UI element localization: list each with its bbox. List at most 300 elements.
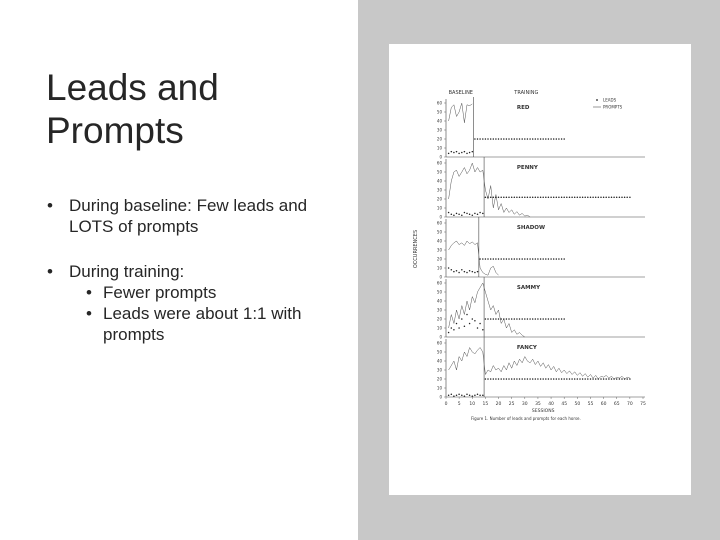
leads-data-point xyxy=(466,314,468,316)
bullet-text: During training: xyxy=(69,262,185,281)
x-tick-label: 10 xyxy=(469,402,476,407)
leads-data-point xyxy=(498,258,500,260)
leads-data-point xyxy=(514,258,516,260)
leads-data-point xyxy=(603,196,605,198)
leads-data-point xyxy=(577,196,579,198)
leads-data-point xyxy=(461,214,463,216)
leads-data-point xyxy=(603,378,605,380)
leads-data-point xyxy=(535,378,537,380)
sub-bullet-item xyxy=(46,282,356,303)
leads-data-point xyxy=(626,196,628,198)
leads-data-point xyxy=(561,378,563,380)
leads-data-point xyxy=(563,378,565,380)
leads-data-point xyxy=(548,196,550,198)
leads-data-point xyxy=(461,152,463,154)
leads-data-point xyxy=(616,196,618,198)
leads-data-point xyxy=(451,151,453,153)
leads-data-point xyxy=(553,318,555,320)
leads-data-point xyxy=(490,258,492,260)
leads-data-point xyxy=(495,196,497,198)
leads-data-point xyxy=(537,318,539,320)
leads-data-point xyxy=(540,318,542,320)
x-tick-label: 5 xyxy=(457,402,461,407)
leads-data-point xyxy=(529,138,531,140)
y-axis-label: OCCURRENCES xyxy=(413,229,419,269)
sub-bullet-text: Fewer prompts xyxy=(103,283,217,302)
leads-data-point xyxy=(542,318,544,320)
panel-name-label: PENNY xyxy=(516,165,538,171)
leads-data-point xyxy=(464,151,466,153)
leads-data-point xyxy=(479,323,481,325)
leads-data-point xyxy=(514,378,516,380)
leads-data-point xyxy=(503,196,505,198)
bullet-text: During baseline: Few leads and LOTS of prompts xyxy=(69,196,308,236)
leads-data-point xyxy=(498,318,500,320)
leads-data-point xyxy=(600,378,602,380)
y-tick-label: 20 xyxy=(436,256,442,262)
leads-data-point xyxy=(495,138,497,140)
leads-data-point xyxy=(553,138,555,140)
leads-data-point xyxy=(482,138,484,140)
leads-data-point xyxy=(466,153,468,155)
leads-data-point xyxy=(485,378,487,380)
y-tick-label: 10 xyxy=(436,385,442,391)
leads-data-point xyxy=(527,258,529,260)
leads-data-point xyxy=(500,318,502,320)
leads-data-point xyxy=(490,318,492,320)
leads-data-point xyxy=(535,196,537,198)
leads-data-point xyxy=(563,196,565,198)
leads-data-point xyxy=(545,318,547,320)
prompts-series-line xyxy=(449,348,630,380)
y-tick-label: 10 xyxy=(436,145,442,151)
y-tick-label: 60 xyxy=(436,280,442,286)
leads-data-point xyxy=(558,258,560,260)
leads-data-point xyxy=(521,318,523,320)
x-tick-label: 35 xyxy=(535,402,541,407)
leads-data-point xyxy=(574,378,576,380)
y-tick-label: 60 xyxy=(436,220,442,226)
leads-data-point xyxy=(506,138,508,140)
leads-data-point xyxy=(458,272,460,274)
leads-data-point xyxy=(624,378,626,380)
leads-data-point xyxy=(498,378,500,380)
leads-data-point xyxy=(537,378,539,380)
leads-data-point xyxy=(487,138,489,140)
leads-data-point xyxy=(545,378,547,380)
leads-data-point xyxy=(448,332,450,334)
y-tick-label: 0 xyxy=(439,274,442,280)
leads-data-point xyxy=(619,196,621,198)
leads-data-point xyxy=(529,318,531,320)
leads-data-point xyxy=(600,196,602,198)
leads-data-point xyxy=(511,378,513,380)
leads-data-point xyxy=(532,258,534,260)
leads-data-point xyxy=(479,212,481,214)
leads-data-point xyxy=(474,272,476,274)
leads-data-point xyxy=(540,138,542,140)
y-tick-label: 60 xyxy=(436,100,442,106)
prompts-series-line xyxy=(449,103,473,123)
leads-data-point xyxy=(503,138,505,140)
leads-data-point xyxy=(448,153,450,155)
leads-data-point xyxy=(587,196,589,198)
leads-data-point xyxy=(629,196,631,198)
leads-data-point xyxy=(500,378,502,380)
panel-name-label: FANCY xyxy=(516,345,537,351)
leads-data-point xyxy=(482,394,484,396)
leads-data-point xyxy=(516,196,518,198)
leads-data-point xyxy=(456,323,458,325)
leads-data-point xyxy=(548,378,550,380)
leads-data-point xyxy=(521,138,523,140)
leads-data-point xyxy=(506,196,508,198)
leads-data-point xyxy=(493,318,495,320)
phase-label-training: TRAINING xyxy=(514,90,539,96)
leads-data-point xyxy=(458,153,460,155)
leads-data-point xyxy=(453,329,455,331)
leads-data-point xyxy=(521,196,523,198)
leads-data-point xyxy=(458,394,460,396)
leads-data-point xyxy=(511,318,513,320)
x-tick-label: 75 xyxy=(640,402,646,407)
leads-data-point xyxy=(506,258,508,260)
leads-data-point xyxy=(466,213,468,215)
x-tick-label: 25 xyxy=(508,402,515,407)
y-tick-label: 20 xyxy=(436,376,442,382)
leads-data-point xyxy=(472,271,474,273)
leads-data-point xyxy=(503,258,505,260)
leads-data-point xyxy=(529,258,531,260)
panel-name-label: RED xyxy=(516,105,530,111)
y-tick-label: 30 xyxy=(436,247,442,253)
figure-caption: Figure 1. Number of leads and prompts for each horse. xyxy=(471,416,581,421)
leads-data-point xyxy=(493,138,495,140)
leads-data-point xyxy=(524,138,526,140)
leads-data-point xyxy=(556,258,558,260)
leads-data-point xyxy=(545,258,547,260)
sub-bullet-item xyxy=(46,303,356,345)
leads-data-point xyxy=(453,271,455,273)
leads-data-point xyxy=(500,258,502,260)
leads-data-point xyxy=(469,270,471,272)
leads-data-point xyxy=(458,327,460,329)
leads-data-point xyxy=(461,269,463,271)
y-tick-label: 40 xyxy=(436,118,442,124)
leads-data-point xyxy=(598,196,600,198)
leads-data-point xyxy=(495,318,497,320)
leads-data-point xyxy=(619,378,621,380)
leads-data-point xyxy=(540,378,542,380)
leads-data-point xyxy=(474,320,476,322)
x-tick-label: 55 xyxy=(587,402,594,407)
leads-data-point xyxy=(474,394,476,396)
leads-data-point xyxy=(548,138,550,140)
leads-data-point xyxy=(451,394,453,396)
leads-data-point xyxy=(500,138,502,140)
y-tick-label: 30 xyxy=(436,187,442,193)
y-tick-label: 40 xyxy=(436,238,442,244)
leads-data-point xyxy=(616,378,618,380)
prompts-series-line xyxy=(449,163,530,217)
leads-data-point xyxy=(611,196,613,198)
leads-data-point xyxy=(540,258,542,260)
x-tick-label: 0 xyxy=(444,402,448,407)
leads-data-point xyxy=(537,196,539,198)
leads-data-point xyxy=(493,258,495,260)
leads-data-point xyxy=(542,138,544,140)
leads-data-point xyxy=(569,378,571,380)
leads-data-point xyxy=(545,138,547,140)
leads-data-point xyxy=(485,318,487,320)
leads-data-point xyxy=(490,196,492,198)
leads-data-point xyxy=(485,196,487,198)
leads-data-point xyxy=(464,271,466,273)
leads-data-point xyxy=(490,138,492,140)
leads-data-point xyxy=(506,378,508,380)
y-tick-label: 0 xyxy=(439,334,442,340)
leads-data-point xyxy=(569,196,571,198)
leads-data-point xyxy=(508,318,510,320)
leads-data-point xyxy=(574,196,576,198)
leads-data-point xyxy=(592,196,594,198)
leads-data-point xyxy=(514,196,516,198)
leads-data-point xyxy=(553,196,555,198)
leads-data-point xyxy=(532,196,534,198)
leads-data-point xyxy=(556,378,558,380)
leads-data-point xyxy=(487,196,489,198)
leads-data-point xyxy=(566,378,568,380)
leads-data-point xyxy=(550,258,552,260)
leads-data-point xyxy=(590,196,592,198)
leads-data-point xyxy=(472,318,474,320)
legend-prompts-label: PROMPTS xyxy=(603,104,623,110)
bullet-glyph: • xyxy=(86,304,92,323)
leads-data-point xyxy=(524,258,526,260)
y-tick-label: 0 xyxy=(439,214,442,220)
leads-data-point xyxy=(448,267,450,269)
bullet-item xyxy=(46,261,356,282)
leads-data-point xyxy=(503,378,505,380)
leads-data-point xyxy=(479,394,481,396)
leads-data-point xyxy=(500,196,502,198)
leads-data-point xyxy=(563,318,565,320)
leads-data-point xyxy=(532,318,534,320)
leads-data-point xyxy=(558,378,560,380)
y-tick-label: 20 xyxy=(436,316,442,322)
leads-data-point xyxy=(535,258,537,260)
leads-data-point xyxy=(561,196,563,198)
leads-data-point xyxy=(521,258,523,260)
leads-data-point xyxy=(545,196,547,198)
leads-data-point xyxy=(595,196,597,198)
leads-data-point xyxy=(456,394,458,396)
leads-data-point xyxy=(527,318,529,320)
leads-data-point xyxy=(542,258,544,260)
leads-data-point xyxy=(558,138,560,140)
leads-data-point xyxy=(608,378,610,380)
x-tick-label: 45 xyxy=(561,402,568,407)
leads-data-point xyxy=(556,138,558,140)
bullet-list xyxy=(46,195,356,345)
leads-data-point xyxy=(508,196,510,198)
leads-data-point xyxy=(542,378,544,380)
leads-data-point xyxy=(540,196,542,198)
leads-data-point xyxy=(524,378,526,380)
leads-data-point xyxy=(582,378,584,380)
leads-data-point xyxy=(529,196,531,198)
leads-data-point xyxy=(485,258,487,260)
leads-data-point xyxy=(532,378,534,380)
leads-data-point xyxy=(550,318,552,320)
leads-data-point xyxy=(495,378,497,380)
y-tick-label: 50 xyxy=(436,229,442,235)
prompts-series-line xyxy=(449,241,499,275)
leads-data-point xyxy=(577,378,579,380)
x-tick-label: 15 xyxy=(482,402,489,407)
leads-data-point xyxy=(519,138,521,140)
y-tick-label: 40 xyxy=(436,178,442,184)
leads-data-point xyxy=(527,378,529,380)
leads-data-point xyxy=(561,318,563,320)
leads-data-point xyxy=(584,378,586,380)
leads-data-point xyxy=(566,196,568,198)
leads-data-point xyxy=(503,318,505,320)
leads-data-point xyxy=(579,196,581,198)
leads-data-point xyxy=(516,138,518,140)
leads-data-point xyxy=(498,138,500,140)
leads-data-point xyxy=(451,269,453,271)
leads-data-point xyxy=(456,151,458,153)
prompts-series-line xyxy=(449,283,525,337)
y-tick-label: 0 xyxy=(439,154,442,160)
y-tick-label: 50 xyxy=(436,169,442,175)
leads-data-point xyxy=(472,151,474,153)
leads-data-point xyxy=(527,196,529,198)
leads-data-point xyxy=(527,138,529,140)
leads-data-point xyxy=(535,318,537,320)
leads-data-point xyxy=(451,214,453,216)
leads-data-point xyxy=(624,196,626,198)
leads-data-point xyxy=(550,196,552,198)
leads-data-point xyxy=(479,138,481,140)
multi-panel-line-chart xyxy=(389,44,691,495)
leads-data-point xyxy=(472,214,474,216)
leads-data-point xyxy=(487,378,489,380)
y-tick-label: 60 xyxy=(436,340,442,346)
leads-data-point xyxy=(456,270,458,272)
x-tick-label: 60 xyxy=(600,402,607,407)
leads-data-point xyxy=(535,138,537,140)
y-tick-label: 20 xyxy=(436,136,442,142)
leads-data-point xyxy=(466,394,468,396)
leads-data-point xyxy=(621,378,623,380)
phase-label-baseline: BASELINE xyxy=(448,90,473,96)
leads-data-point xyxy=(556,318,558,320)
leads-data-point xyxy=(485,138,487,140)
leads-data-point xyxy=(482,329,484,331)
leads-data-point xyxy=(537,138,539,140)
y-tick-label: 30 xyxy=(436,367,442,373)
x-tick-label: 40 xyxy=(548,402,554,407)
x-tick-label: 50 xyxy=(574,402,581,407)
leads-data-point xyxy=(511,196,513,198)
leads-data-point xyxy=(579,378,581,380)
leads-data-point xyxy=(611,378,613,380)
leads-data-point xyxy=(511,258,513,260)
leads-data-point xyxy=(592,378,594,380)
leads-data-point xyxy=(469,323,471,325)
leads-data-point xyxy=(477,138,479,140)
panel-name-label: SAMMY xyxy=(516,285,541,291)
leads-data-point xyxy=(448,394,450,396)
leads-data-point xyxy=(571,378,573,380)
leads-data-point xyxy=(558,196,560,198)
leads-data-point xyxy=(584,196,586,198)
leads-data-point xyxy=(582,196,584,198)
leads-data-point xyxy=(563,138,565,140)
leads-data-point xyxy=(474,213,476,215)
leads-data-point xyxy=(516,318,518,320)
leads-data-point xyxy=(516,258,518,260)
leads-data-point xyxy=(490,378,492,380)
legend-leads-label: LEADS xyxy=(603,97,617,103)
leads-data-point xyxy=(482,213,484,215)
leads-data-point xyxy=(558,318,560,320)
bullet-glyph: • xyxy=(47,262,53,281)
leads-data-point xyxy=(453,214,455,216)
leads-data-point xyxy=(514,138,516,140)
y-tick-label: 60 xyxy=(436,160,442,166)
y-tick-label: 50 xyxy=(436,109,442,115)
leads-data-point xyxy=(514,318,516,320)
leads-data-point xyxy=(487,318,489,320)
leads-data-point xyxy=(524,196,526,198)
leads-data-point xyxy=(464,395,466,397)
leads-data-point xyxy=(519,258,521,260)
leads-data-point xyxy=(519,378,521,380)
leads-data-point xyxy=(469,394,471,396)
leads-data-point xyxy=(477,394,479,396)
leads-data-point xyxy=(524,318,526,320)
leads-data-point xyxy=(508,258,510,260)
leads-data-point xyxy=(595,378,597,380)
leads-data-point xyxy=(519,196,521,198)
leads-data-point xyxy=(519,318,521,320)
leads-data-point xyxy=(550,138,552,140)
panel-name-label: SHADOW xyxy=(516,225,546,231)
leads-data-point xyxy=(587,378,589,380)
bullet-glyph: • xyxy=(86,283,92,302)
leads-data-point xyxy=(621,196,623,198)
slide-content-pane xyxy=(0,0,358,540)
y-tick-label: 50 xyxy=(436,289,442,295)
leads-data-point xyxy=(458,214,460,216)
leads-data-point xyxy=(605,378,607,380)
x-tick-label: 30 xyxy=(521,402,528,407)
leads-data-point xyxy=(451,327,453,329)
y-tick-label: 50 xyxy=(436,349,442,355)
x-axis-label: SESSIONS xyxy=(531,409,555,414)
x-tick-label: 70 xyxy=(626,402,633,407)
bullet-glyph: • xyxy=(47,196,53,215)
leads-data-point xyxy=(563,258,565,260)
leads-data-point xyxy=(553,378,555,380)
y-tick-label: 30 xyxy=(436,307,442,313)
leads-data-point xyxy=(613,196,615,198)
leads-data-point xyxy=(466,272,468,274)
leads-data-point xyxy=(477,214,479,216)
